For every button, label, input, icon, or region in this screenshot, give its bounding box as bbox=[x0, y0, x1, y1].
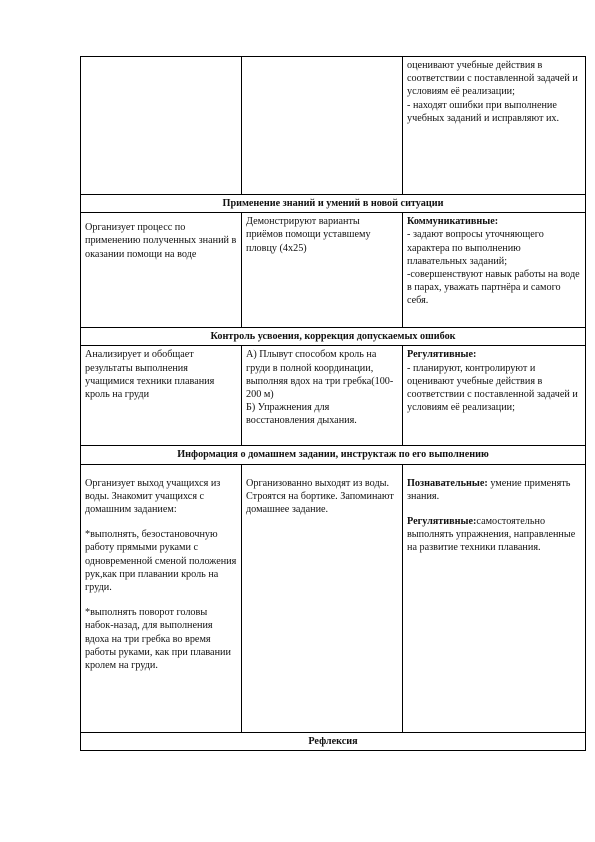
cell-text: Б) Упражнения для восстановления дыхания. bbox=[246, 402, 357, 427]
section-heading-reflection: Рефлексия bbox=[81, 732, 586, 750]
cell-text: А) Плывут способом кроль на груди в полной координации, выполняя вдох на три гребка(100-200 м) bbox=[246, 349, 394, 401]
cell-text: Анализирует и обобщает результаты выполнения учащимися техники плавания кроль на груди bbox=[85, 349, 215, 401]
cell-text: Организует процесс по применению полученных знаний в оказании помощи на воде bbox=[85, 222, 237, 260]
table-cell-competencies bbox=[403, 57, 586, 195]
table-row bbox=[81, 213, 586, 328]
cell-text: оценивают учебные действия в соответствии с поставленной задачей и условиям её реализации; bbox=[407, 60, 578, 98]
cell-text: *выполнять поворот головы набок-назад, для выполнения вдоха на три гребка во время работы руками, как при плавании кролем на груди. bbox=[85, 607, 231, 672]
cell-text: Организует выход учащихся из воды. Знакомит учащихся с домашним заданием: bbox=[85, 477, 221, 516]
section-header-row bbox=[81, 328, 586, 346]
table-row bbox=[81, 57, 586, 195]
cell-text: самостоятельно выполнять упражнения, направленные на развитие техники плавания. bbox=[407, 516, 576, 554]
competency-title: Регулятивные: bbox=[407, 516, 477, 528]
cell-text: умение применять знания. bbox=[407, 477, 571, 502]
student-activity-cell bbox=[242, 213, 403, 328]
teacher-activity-cell bbox=[81, 346, 242, 446]
competency-paragraph bbox=[407, 477, 581, 503]
competency-title: Коммуникативные: bbox=[407, 216, 499, 228]
spacer bbox=[407, 503, 581, 515]
table-cell-empty bbox=[81, 57, 242, 195]
competencies-cell bbox=[403, 213, 586, 328]
cell-text: Демонстрируют варианты приёмов помощи уставшему пловцу (4x25) bbox=[246, 216, 371, 254]
lesson-plan-page bbox=[80, 56, 580, 751]
cell-text: *выполнять, безостановочную работу прямыми руками с одновременной сменой положения рук,как при плавании кроль на груди. bbox=[85, 529, 237, 594]
lesson-plan-table bbox=[80, 56, 586, 751]
table-cell-empty bbox=[242, 57, 403, 195]
section-heading-control: Контроль усвоения, коррекция допускаемых ошибок bbox=[81, 328, 586, 346]
competency-paragraph bbox=[407, 515, 581, 555]
spacer bbox=[85, 516, 237, 528]
section-heading-homework: Информация о домашнем задании, инструктаж по его выполнению bbox=[81, 446, 586, 464]
cell-text: Организованно выходят из воды. Строятся на бортике. Запоминают домашнее задание. bbox=[246, 477, 394, 516]
cell-text: -совершенствуют навык работы на воде в парах, уважать партнёра и самого себя. bbox=[407, 269, 580, 307]
cell-text: - находят ошибки при выполнение учебных заданий и исправляют их. bbox=[407, 99, 560, 124]
section-header-row bbox=[81, 732, 586, 750]
table-row bbox=[81, 346, 586, 446]
section-header-row bbox=[81, 195, 586, 213]
competencies-cell bbox=[403, 464, 586, 732]
competency-title: Регулятивные: bbox=[407, 349, 477, 361]
student-activity-cell bbox=[242, 464, 403, 732]
cell-text: - задают вопросы уточняющего характера по выполнению плавательных заданий; bbox=[407, 229, 544, 267]
section-header-row bbox=[81, 446, 586, 464]
teacher-activity-cell bbox=[81, 213, 242, 328]
spacer bbox=[85, 594, 237, 606]
table-row bbox=[81, 464, 586, 732]
teacher-activity-cell bbox=[81, 464, 242, 732]
section-heading-application: Применение знаний и умений в новой ситуации bbox=[81, 195, 586, 213]
cell-text: - планируют, контролируют и оценивают учебные действия в соответствии с поставленной задачей и условиям её реализации; bbox=[407, 362, 578, 414]
student-activity-cell bbox=[242, 346, 403, 446]
competencies-cell bbox=[403, 346, 586, 446]
competency-title: Познавательные: bbox=[407, 477, 488, 489]
